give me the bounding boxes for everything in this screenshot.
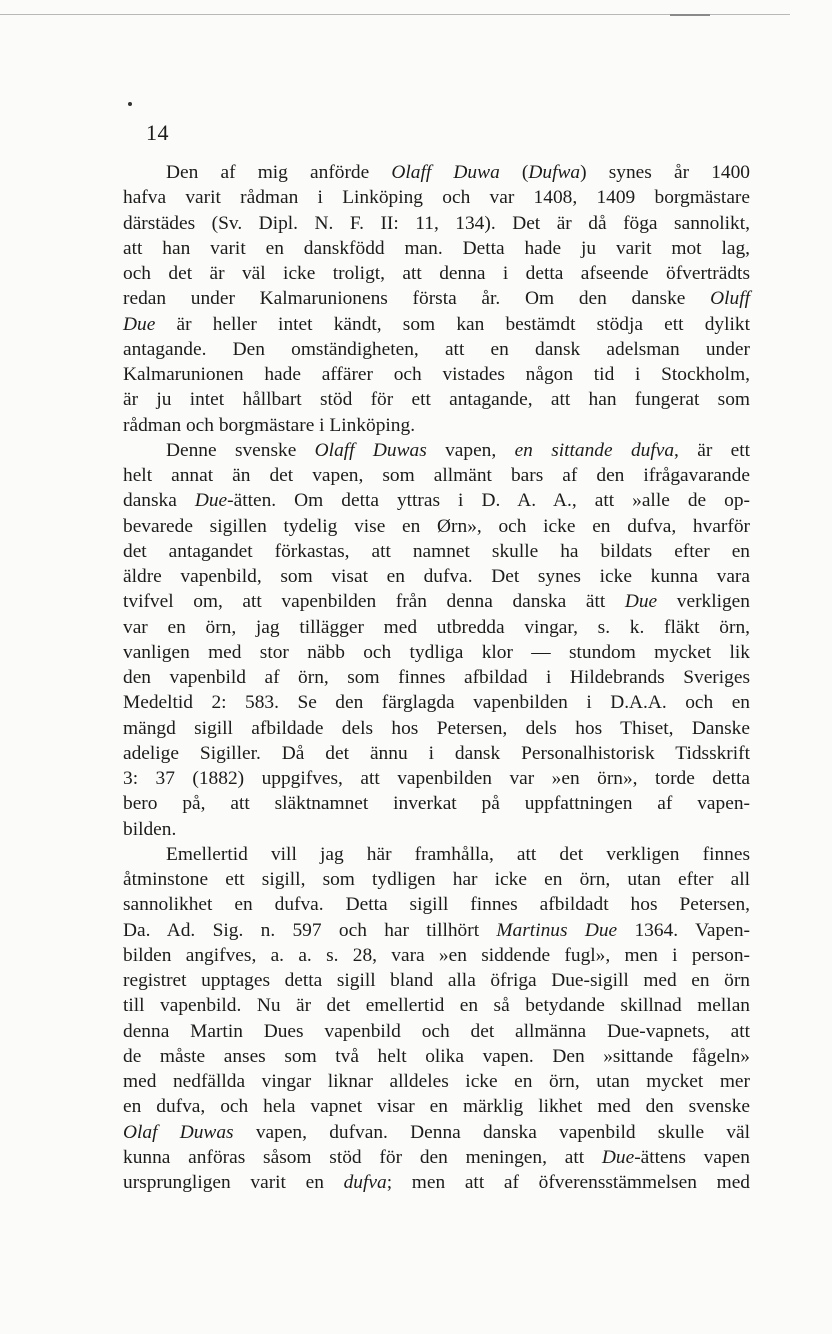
paragraph [123,438,750,842]
text-run: denna Martin Dues vapenbild och det allmänna Due-vapnets, att [123,1020,750,1042]
text-line [123,488,750,513]
text-run: de måste anses som två helt olika vapen. Den »sittande fågeln» [123,1045,750,1067]
italic-run: Olaff Duwa [391,162,500,183]
text-run: bevarede sigillen tydelig vise en Ørn», och icke en dufva, hvarför [123,515,750,537]
text-line [123,413,750,438]
text-run: är ju intet hållbart stöd för ett antagande, att han fungerat som [123,389,750,411]
text-line [123,1044,750,1069]
text-line [123,185,750,210]
text-line [123,463,750,488]
text-run: var en örn, jag tillägger med utbredda vingar, s. k. fläkt örn, [123,616,750,638]
text-run: mängd sigill afbildade dels hos Petersen, dels hos Thiset, Danske [123,717,750,739]
paragraph [123,160,750,438]
italic-run: Olaf Duwas [123,1121,234,1143]
text-run: ursprungligen varit en [123,1172,344,1193]
italic-run: Due [123,313,156,335]
text-run: vanligen med stor näbb och tydliga klor — stundom mycket lik [123,641,750,663]
text-line [123,337,750,362]
text-run: det antagandet förkastas, att namnet skulle ha bildats efter en [123,540,750,562]
text-run: ; men att af öfverensstämmelsen med [386,1172,750,1193]
body-text [123,160,750,1195]
text-line [123,362,750,387]
text-line [123,539,750,564]
text-line [123,1120,750,1145]
italic-run: Due [624,591,658,613]
italic-run: Oluff [710,288,750,310]
text-line [123,160,750,185]
text-run: 3: 37 (1882) uppgifves, att vapenbilden var »en örn», torde detta [123,768,750,789]
text-run: Emellertid vill jag här framhålla, att det verkligen finnes [166,843,750,865]
text-line [123,640,750,665]
italic-run: en sittande dufva [514,439,675,461]
text-run: -ätten. Om detta yttras i D. A. A., att »alle de op- [227,490,750,512]
text-line [123,564,750,589]
text-run: rådman och borgmästare i Linköping. [123,414,416,436]
text-run: , är ett [674,439,750,461]
italic-run: Dufwa [528,162,581,183]
text-run: registret upptages detta sigill bland alla öfriga Due-sigill med en örn [123,970,750,991]
italic-run: Olaff Duwas [314,439,427,461]
text-run: vapen, dufvan. Denna danska vapenbild skulle väl [233,1121,750,1143]
text-line [123,615,750,640]
text-line [123,993,750,1018]
text-line [123,716,750,741]
italic-run: Due [601,1146,635,1168]
text-run: ) synes år 1400 [580,162,750,183]
text-line [123,766,750,791]
text-run: bilden. [123,818,177,840]
text-line [123,514,750,539]
text-line [123,791,750,816]
top-scan-mark [670,14,710,16]
text-run: danska [123,490,195,512]
text-line [123,968,750,993]
text-line [123,842,750,867]
text-line [123,211,750,236]
text-line [123,387,750,412]
text-run: med nedfällda vingar liknar alldeles icke en örn, utan mycket mer [123,1071,750,1092]
text-run: -ättens vapen [634,1146,750,1168]
text-run: 1364. Vapen- [617,919,750,941]
text-line [123,261,750,286]
text-run: Da. Ad. Sig. n. 597 och har tillhört [123,919,497,941]
text-run: helt annat än det vapen, som allmänt bars af den ifrågavarande [123,465,750,486]
text-line [123,690,750,715]
italic-run: dufva [343,1172,387,1193]
text-run: tvifvel om, att vapenbilden från denna danska ätt [123,591,625,613]
text-run: därstädes (Sv. Dipl. N. F. II: 11, 134). Det är då föga sannolikt, [123,212,750,234]
italic-run: Martinus Due [496,919,618,941]
text-run: vapen, [426,439,515,461]
text-line [123,892,750,917]
text-line [123,817,750,842]
text-run: åtminstone ett sigill, som tydligen har icke en örn, utan efter all [123,869,750,890]
text-run: och det är väl icke troligt, att denna i detta afseende öfverträdts [123,263,750,284]
text-line [123,312,750,337]
text-line [123,1019,750,1044]
text-run: Medeltid 2: 583. Se den färglagda vapenbilden i D.A.A. och en [123,692,750,714]
text-line [123,589,750,614]
text-line [123,1170,750,1195]
text-line [123,918,750,943]
text-run: Den af mig anförde [166,162,392,183]
text-line [123,665,750,690]
text-run: till vapenbild. Nu är det emellertid en så betydande skillnad mellan [123,995,750,1017]
text-run: verkligen [657,591,750,613]
text-line [123,943,750,968]
text-run: sannolikhet en dufva. Detta sigill finnes afbildadt hos Petersen, [123,894,750,916]
text-run: en dufva, och hela vapnet visar en märklig likhet med den svenske [123,1096,750,1118]
text-run: antagande. Den omständigheten, att en dansk adelsman under [123,338,750,360]
text-run: den vapenbild af örn, som finnes afbildad i Hildebrands Sveriges [123,667,750,688]
text-line [123,1069,750,1094]
print-speck [128,102,132,106]
text-line [123,741,750,766]
page-number: 14 [146,120,169,145]
text-run: bilden angifves, a. a. s. 28, vara »en siddende fugl», men i person- [123,944,750,966]
text-line [123,867,750,892]
text-run: hafva varit rådman i Linköping och var 1408, 1409 borgmästare [123,187,750,209]
text-line [123,286,750,311]
text-run: kunna anföras såsom stöd för den meningen, att [123,1146,602,1168]
text-line [123,1145,750,1170]
text-line [123,236,750,261]
text-run: Denne svenske [166,439,315,461]
text-line [123,1094,750,1119]
text-run: är heller intet kändt, som kan bestämdt stödja ett dylikt [155,313,750,335]
text-run: adelige Sigiller. Då det ännu i dansk Personalhistorisk Tidsskrift [123,742,750,764]
text-line [123,438,750,463]
text-run: äldre vapenbild, som visat en dufva. Det synes icke kunna vara [123,566,750,587]
text-run: Kalmarunionen hade affärer och vistades någon tid i Stockholm, [123,364,750,385]
text-run: ( [499,162,529,183]
text-run: redan under Kalmarunionens första år. Om den danske [123,288,711,310]
italic-run: Due [194,490,228,512]
text-run: att han varit en danskfödd man. Detta hade ju varit mot lag, [123,237,750,259]
text-run: bero på, att släktnamnet inverkat på uppfattningen af vapen- [123,793,750,815]
paragraph [123,842,750,1196]
